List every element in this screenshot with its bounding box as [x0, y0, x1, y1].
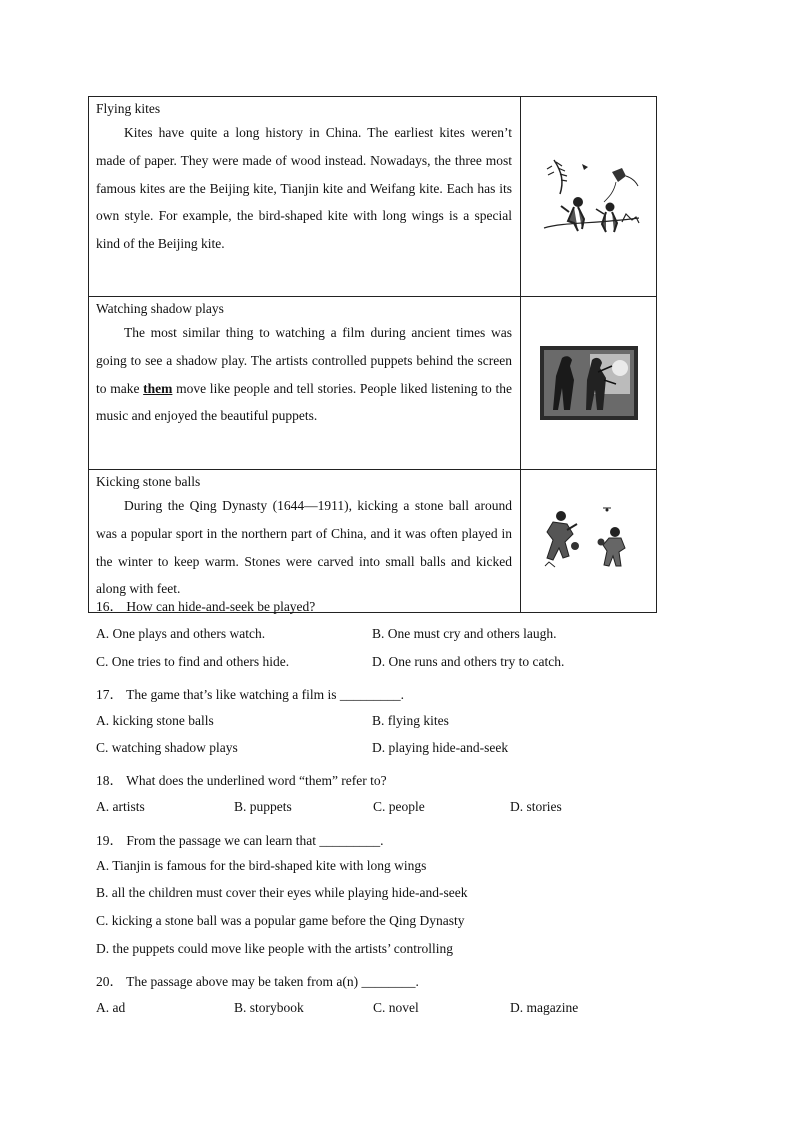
question-18-option-a[interactable]: A. artists — [96, 799, 145, 814]
question-19: 19． From the passage we can learn that _________. — [96, 833, 384, 848]
question-17-option-d[interactable]: D. playing hide-and-seek — [372, 740, 509, 755]
question-20-option-a[interactable]: A. ad — [96, 1000, 126, 1015]
question-17-option-b[interactable]: B. flying kites — [372, 713, 449, 728]
passage-body — [96, 319, 512, 430]
question-18: 18． What does the underlined word “them” refer to? — [96, 773, 387, 788]
question-20-option-c[interactable]: C. novel — [373, 1000, 419, 1015]
passages-table — [88, 96, 657, 613]
passage-image-cell — [521, 97, 657, 297]
question-16-option-c[interactable]: C. One tries to find and others hide. — [96, 654, 290, 669]
passage-image-cell — [521, 470, 657, 613]
question-19-option-c[interactable]: C. kicking a stone ball was a popular game before the Qing Dynasty — [96, 913, 465, 928]
question-17-option-a[interactable]: A. kicking stone balls — [96, 713, 214, 728]
question-16-option-a[interactable]: A. One plays and others watch. — [96, 626, 266, 641]
question-16-option-b[interactable]: B. One must cry and others laugh. — [372, 626, 557, 641]
question-18-option-b[interactable]: B. puppets — [234, 799, 292, 814]
question-19-option-b[interactable]: B. all the children must cover their eyes while playing hide-and-seek — [96, 885, 468, 900]
passage-image-cell — [521, 297, 657, 470]
passage-title: Flying kites — [96, 101, 161, 116]
passage-body: Kites have quite a long history in China. The earliest kites weren’t made of paper. They were made of wood instead. Nowadays, the three most famous kites are the Beijing kite, Tianjin kite and Weifang kite. Each has its own style. For example, the bird-shaped kite with long wings is a special kind of the Beijing kite. — [96, 125, 512, 252]
passage-text-cell — [89, 297, 521, 470]
passage-row-kites — [89, 97, 657, 297]
passage-body: During the Qing Dynasty (1644—1911), kicking a stone ball around was a popular sport in the northern part of China, and it was often played in the winter to keep warm. Stones were carved into small balls and kicked along with feet. — [96, 498, 512, 597]
kite-flying-illustration-icon — [534, 152, 644, 242]
question-19-option-a[interactable]: A. Tianjin is famous for the bird-shaped kite with long wings — [96, 858, 427, 873]
passage-row-stone-balls — [89, 470, 657, 613]
question-20-option-d[interactable]: D. magazine — [510, 1000, 579, 1015]
question-20: 20． The passage above may be taken from a(n) ________. — [96, 974, 419, 989]
kicking-ball-illustration-icon — [539, 506, 639, 576]
shadow-puppet-photo-icon — [540, 346, 638, 420]
question-20-option-b[interactable]: B. storybook — [234, 1000, 304, 1015]
passage-title: Watching shadow plays — [96, 301, 224, 316]
question-17: 17． The game that’s like watching a film is _________. — [96, 687, 404, 702]
question-19-option-d[interactable]: D. the puppets could move like people with the artists’ controlling — [96, 941, 454, 956]
passage-text-cell — [89, 97, 521, 297]
passage-row-shadow-plays — [89, 297, 657, 470]
underlined-word: them — [143, 380, 173, 396]
passage-body-after: move like people and tell stories. People liked listening to the music and enjoyed the beautiful puppets. — [96, 380, 512, 424]
question-18-option-d[interactable]: D. stories — [510, 799, 562, 814]
passage-body-before: The most similar thing to watching a film during ancient times was going to see a shadow play. The artists controlled puppets behind the screen to make — [96, 325, 512, 396]
question-17-option-c[interactable]: C. watching shadow plays — [96, 740, 238, 755]
passage-text-cell — [89, 470, 521, 613]
question-16: 16． How can hide-and-seek be played? — [96, 599, 316, 614]
question-18-option-c[interactable]: C. people — [373, 799, 425, 814]
passage-title: Kicking stone balls — [96, 474, 201, 489]
question-16-option-d[interactable]: D. One runs and others try to catch. — [372, 654, 565, 669]
